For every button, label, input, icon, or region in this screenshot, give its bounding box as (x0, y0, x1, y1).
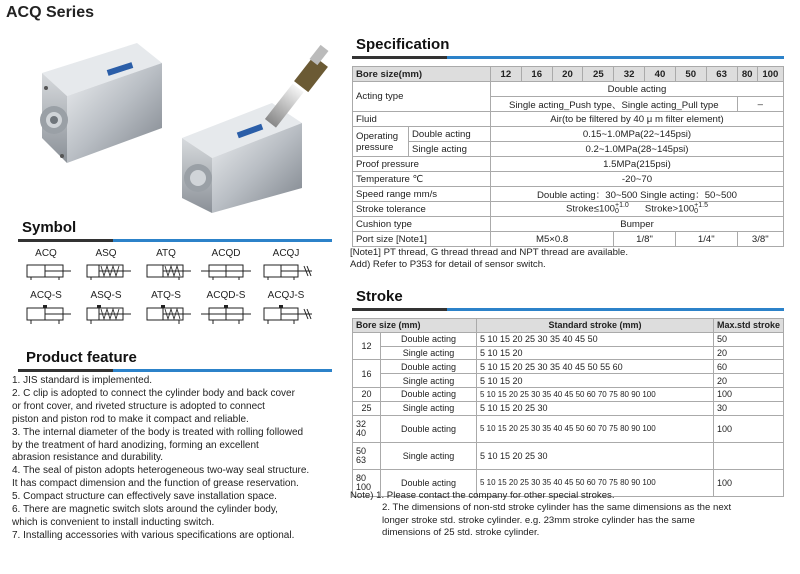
specification-table (352, 66, 784, 247)
feature-line: 7. Installing accessories with various specifications are optional. (12, 529, 295, 541)
table-row (353, 127, 784, 142)
acting-single-dash: – (737, 97, 783, 112)
table-row (353, 374, 784, 388)
port-value: M5×0.8 (490, 232, 613, 247)
cylinder-left-image (40, 43, 162, 163)
temperature-value: -20~70 (490, 172, 783, 187)
port-value: 1/8" (614, 232, 676, 247)
fluid-label: Fluid (353, 112, 491, 127)
symbol-label: ASQ-S (90, 290, 122, 301)
symbol-heading-bar (18, 239, 332, 242)
stroke-max: 100 (713, 415, 783, 442)
stroke-type: Single acting (381, 374, 477, 388)
stroke-max: 50 (713, 332, 783, 346)
tolerance-value (490, 202, 783, 217)
symbol-acqj (258, 248, 314, 280)
symbol-label: ATQ-S (151, 290, 181, 301)
stroke-note: dimensions of 25 std. stroke cylinder. (382, 526, 540, 538)
stroke-values: 5 10 15 20 25 30 35 40 45 50 (476, 332, 713, 346)
feature-line: 3. The internal diameter of the body is treated with rolling followed (12, 426, 304, 438)
stroke-type: Single acting (381, 401, 477, 415)
stroke-values: 5 10 15 20 25 30 35 40 45 50 60 70 75 80 90 100 (476, 469, 713, 496)
stroke-type: Double acting (381, 387, 477, 401)
acting-type-label: Acting type (353, 82, 491, 112)
table-row (353, 202, 784, 217)
table-row (353, 187, 784, 202)
bore-col: 16 (521, 67, 552, 82)
table-row (353, 415, 784, 442)
symbol-label: ACQD (211, 248, 241, 259)
stroke-max: 20 (713, 346, 783, 360)
specification-heading-bar (352, 56, 784, 59)
table-row (353, 142, 784, 157)
table-row (353, 332, 784, 346)
stroke-note: 2. The dimensions of non-std stroke cylinder has the same dimensions as the next (382, 502, 732, 514)
double-rod-magnet-symbol-icon (199, 304, 253, 324)
table-row (353, 172, 784, 187)
stroke-type: Double acting (381, 360, 477, 374)
port-label: Port size [Note1] (353, 232, 491, 247)
feature-line: It has compact dimension and the function of grease reservation. (12, 478, 299, 490)
bore-col: 12 (490, 67, 521, 82)
spec-note: Add) Refer to P353 for detail of sensor switch. (350, 259, 546, 270)
table-row (353, 157, 784, 172)
feature-line: 4. The seal of piston adopts heterogeneous two-way seal structure. (12, 465, 310, 477)
bore-col: 32 (614, 67, 645, 82)
feature-line: 5. Compact structure can effectively save installation space. (12, 491, 277, 503)
symbol-asq-s (78, 290, 134, 324)
spring-return-symbol-icon (79, 262, 133, 280)
stroke-header-row (353, 319, 784, 333)
stroke-bore: 50 63 (353, 442, 381, 469)
tolerance-label: Stroke tolerance (353, 202, 491, 217)
bore-col: 100 (757, 67, 783, 82)
feature-line: piston and piston rod to make it compact and reliable. (12, 413, 249, 425)
stroke-values: 5 10 15 20 (476, 346, 713, 360)
spec-header-row (353, 67, 784, 82)
stroke-heading-bar (352, 308, 784, 311)
stroke-notes (350, 490, 790, 539)
table-row (353, 387, 784, 401)
symbol-acq-s (18, 290, 74, 324)
stroke-type: Double acting (381, 332, 477, 346)
port-value: 3/8" (737, 232, 783, 247)
temperature-label: Temperature ℃ (353, 172, 491, 187)
symbol-atq (138, 248, 194, 280)
feature-line: 2. C clip is adopted to connect the cylinder body and back cover (12, 387, 295, 399)
stroke-values: 5 10 15 20 (476, 374, 713, 388)
feature-heading-bar (18, 369, 332, 372)
product-photo (22, 28, 342, 213)
symbol-label: ACQJ (272, 248, 300, 259)
stroke-values: 5 10 15 20 25 30 (476, 401, 713, 415)
spring-extend-symbol-icon (139, 262, 193, 280)
stroke-values: 5 10 15 20 25 30 (476, 442, 713, 469)
symbol-acq (18, 248, 74, 280)
tolerance-a-sup: +1.0 (614, 202, 629, 209)
feature-line: which is convenient to install inducting switch. (12, 516, 215, 528)
stroke-type: Single acting (381, 442, 477, 469)
symbol-asq (78, 248, 134, 280)
acting-single-value: Single acting_Push type、Single acting_Pull type (490, 97, 737, 112)
specification-heading: Specification (356, 36, 450, 53)
symbol-atq-s (138, 290, 194, 324)
table-row (353, 442, 784, 469)
feature-line: 1. JIS standard is implemented. (12, 375, 153, 386)
proof-label: Proof pressure (353, 157, 491, 172)
spring-extend-magnet-symbol-icon (139, 304, 193, 324)
tolerance-b-sup: +1.5 (694, 202, 708, 209)
symbol-label: ACQD-S (206, 290, 246, 301)
stroke-bore: 80 100 (353, 469, 381, 496)
symbol-grid (18, 248, 318, 338)
feature-heading: Product feature (26, 349, 137, 366)
cushion-value: Bumper (490, 217, 783, 232)
stroke-note: longer stroke std. stroke cylinder. e.g. 23mm stroke cylinder has the same (382, 514, 696, 526)
stroke-bore: 25 (353, 401, 381, 415)
stroke-bore: 32 40 (353, 415, 381, 442)
bore-col: 40 (645, 67, 676, 82)
spring-return-magnet-symbol-icon (79, 304, 133, 324)
table-row (353, 217, 784, 232)
tolerance-a-sub: 0 (614, 208, 619, 215)
table-row (353, 82, 784, 97)
symbol-heading: Symbol (22, 219, 77, 236)
stroke-type: Double acting (381, 469, 477, 496)
feature-line: or front cover, and riveted structure is adopted to connect (12, 400, 265, 412)
stroke-table (352, 318, 784, 497)
symbol-label: ACQ (35, 248, 57, 259)
adjustable-stroke-magnet-symbol-icon (258, 304, 314, 324)
stroke-type: Single acting (381, 346, 477, 360)
symbol-label: ACQJ-S (267, 290, 305, 301)
stroke-type: Double acting (381, 415, 477, 442)
speed-value: Double acting：30~500 Single acting：50~500 (490, 187, 783, 202)
bore-col: 63 (706, 67, 737, 82)
bore-col: 50 (675, 67, 706, 82)
bore-col: 25 (583, 67, 614, 82)
symbol-acqd (198, 248, 254, 280)
stroke-heading: Stroke (356, 288, 403, 305)
stroke-bore: 12 (353, 332, 381, 360)
cushion-label: Cushion type (353, 217, 491, 232)
symbol-label: ATQ (156, 248, 176, 259)
symbol-label: ASQ (95, 248, 117, 259)
spec-note: [Note1] PT thread, G thread thread and NPT thread are available. (350, 247, 629, 258)
stroke-bore: 20 (353, 387, 381, 401)
stroke-max-header: Max.std stroke (713, 319, 783, 333)
table-row (353, 360, 784, 374)
tolerance-b: Stroke>100 (644, 203, 695, 215)
stroke-max: 100 (713, 469, 783, 496)
feature-line: abrasion resistance and durability. (12, 452, 164, 464)
stroke-values: 5 10 15 20 25 30 35 40 45 50 55 60 (476, 360, 713, 374)
stroke-max: 20 (713, 374, 783, 388)
double-acting-magnet-symbol-icon (19, 304, 73, 324)
tolerance-a: Stroke≤100 (565, 203, 615, 215)
cylinder-right-image (182, 45, 328, 213)
op-pressure-label: Operating pressure (353, 127, 409, 157)
adjustable-stroke-symbol-icon (258, 262, 314, 280)
op-double-value: 0.15~1.0MPa(22~145psi) (490, 127, 783, 142)
table-row (353, 112, 784, 127)
symbol-acqj-s (258, 290, 314, 324)
tolerance-b-sub: 0 (694, 208, 699, 215)
bore-col: 20 (552, 67, 583, 82)
proof-value: 1.5MPa(215psi) (490, 157, 783, 172)
table-row (353, 346, 784, 360)
op-single-label: Single acting (409, 142, 491, 157)
op-single-value: 0.2~1.0MPa(28~145psi) (490, 142, 783, 157)
stroke-values: 5 10 15 20 25 30 35 40 45 50 60 70 75 80 90 100 (476, 387, 713, 401)
stroke-bore-header: Bore size (mm) (353, 319, 477, 333)
op-double-label: Double acting (409, 127, 491, 142)
stroke-max (713, 442, 783, 469)
feature-list (12, 375, 347, 543)
symbol-label: ACQ-S (30, 290, 62, 301)
speed-label: Speed range mm/s (353, 187, 491, 202)
double-acting-symbol-icon (19, 262, 73, 280)
spec-notes (350, 247, 628, 271)
port-value: 1/4" (675, 232, 737, 247)
stroke-bore: 16 (353, 360, 381, 388)
double-rod-symbol-icon (199, 262, 253, 280)
stroke-std-header: Standard stroke (mm) (476, 319, 713, 333)
stroke-note: Note) 1. Please contact the company for other special strokes. (350, 490, 615, 501)
table-row (353, 232, 784, 247)
stroke-values: 5 10 15 20 25 30 35 40 45 50 60 70 75 80 90 100 (476, 415, 713, 442)
stroke-max: 60 (713, 360, 783, 374)
fluid-value: Air(to be filtered by 40 μ m filter element) (490, 112, 783, 127)
acting-double-value: Double acting (490, 82, 783, 97)
feature-line: 6. There are magnetic switch slots around the cylinder body, (12, 504, 278, 516)
series-title: ACQ Series (6, 4, 95, 21)
bore-size-header: Bore size(mm) (353, 67, 491, 82)
stroke-max: 30 (713, 401, 783, 415)
bore-col: 80 (737, 67, 757, 82)
stroke-max: 100 (713, 387, 783, 401)
feature-line: by the treatment of hard anodizing, forming an excellent (12, 439, 259, 451)
table-row (353, 401, 784, 415)
symbol-acqd-s (198, 290, 254, 324)
